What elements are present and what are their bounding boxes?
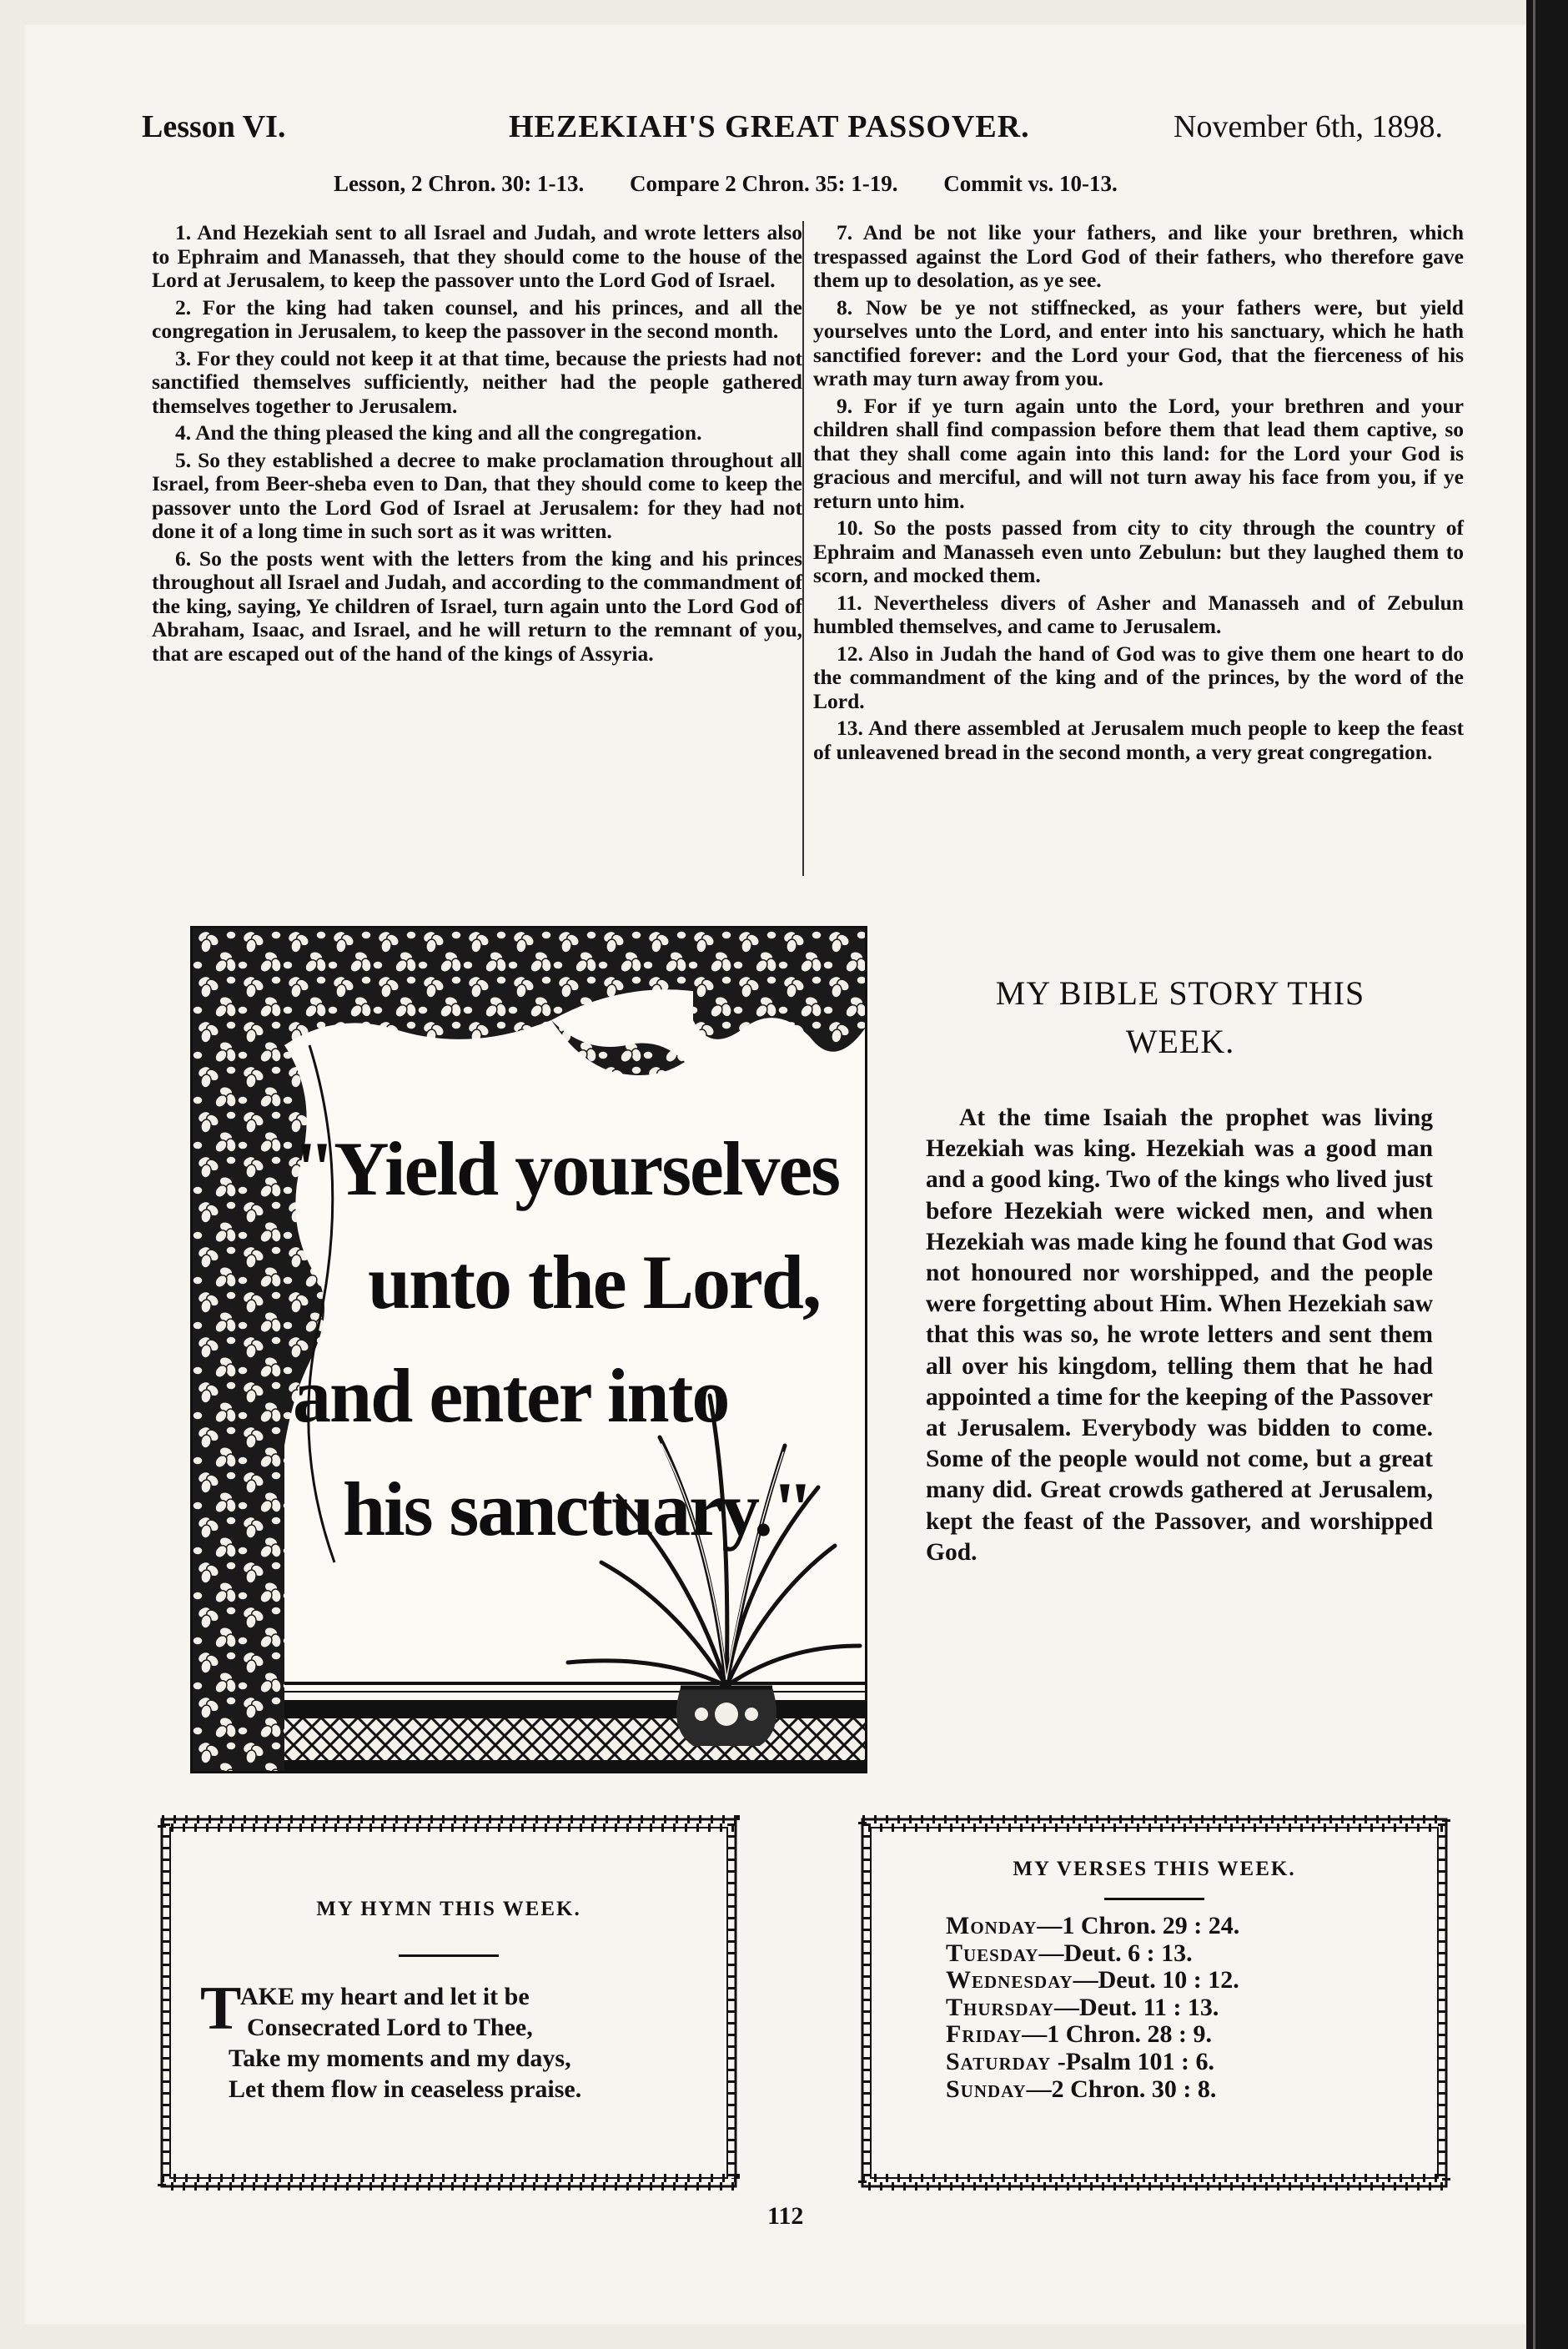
title-rule bbox=[1104, 1898, 1204, 1900]
lesson-title: HEZEKIAH'S GREAT PASSOVER. bbox=[509, 109, 1030, 144]
verse-paragraph: 5. So they established a decree to make proclamation throughout all Israel, from Beer-sheba even to Dan, that they should come to keep the passover unto the Lord God of Israel at Jerusalem: for they had not done it of a long time in such sort as it was written. bbox=[152, 447, 802, 543]
verse-item bbox=[946, 1940, 1413, 1968]
verse-day: Sunday bbox=[946, 2075, 1027, 2103]
verse-paragraph: 8. Now be ye not stiffnecked, as your fathers were, but yield yourselves unto the Lord, and enter into his sanctuary, which he hath sanctified forever: and the Lord your God, that the fierceness of his wrath may turn away from you. bbox=[813, 294, 1464, 390]
page-header bbox=[142, 108, 1443, 158]
binding-edge bbox=[1526, 0, 1568, 2349]
verse-item bbox=[946, 2076, 1413, 2104]
verse-item bbox=[946, 1967, 1413, 1994]
verse-day: Thursday bbox=[946, 1993, 1054, 2021]
verse-paragraph: 10. So the posts passed from city to city through the country of Ephraim and Manasseh even unto Zebulun: but they laughed them to scorn, and mocked them. bbox=[813, 516, 1464, 587]
verses-box bbox=[857, 1814, 1451, 2191]
motto-line: his sanctuary." bbox=[343, 1466, 812, 1552]
story-heading bbox=[917, 969, 1443, 1066]
verse-ref: —2 Chron. 30 : 8. bbox=[1026, 2075, 1217, 2103]
title-rule bbox=[399, 1954, 499, 1957]
compare-reference: Compare 2 Chron. 35: 1-19. bbox=[630, 171, 898, 196]
scripture-right-column bbox=[813, 221, 1464, 767]
hymn-verse bbox=[200, 1974, 717, 2105]
verse-item bbox=[946, 1994, 1413, 2022]
motto-text bbox=[293, 1112, 860, 1566]
verse-ref: —Deut. 6 : 13. bbox=[1038, 1939, 1193, 1967]
verse-day: Tuesday bbox=[946, 1939, 1039, 1967]
scripture-left-column bbox=[152, 221, 802, 669]
verse-paragraph: 6. So the posts went with the letters from the king and his princes throughout all Israel and Judah, and according to the commandment of the king, saying, Ye children of Israel, turn again unto the Lord God of Abraham, Isaac, and Israel, and he will return to the remnant of you, that are escaped out of the hand of the kings of Assyria. bbox=[152, 546, 802, 666]
motto-line: unto the Lord, bbox=[368, 1240, 820, 1325]
page-number: 112 bbox=[767, 2202, 804, 2230]
verse-day: Wednesday bbox=[946, 1966, 1073, 1994]
story-heading-line: WEEK. bbox=[1125, 1023, 1235, 1060]
hymn-box bbox=[157, 1814, 741, 2191]
story-heading-line: MY BIBLE STORY THIS bbox=[995, 974, 1365, 1012]
hymn-line: AKE my heart and let it be bbox=[240, 1983, 530, 2010]
verses-title: MY VERSES THIS WEEK. bbox=[1013, 1858, 1296, 1880]
verse-paragraph: 7. And be not like your fathers, and like your brethren, which trespassed against the Lord God of their fathers, who therefore gave them up to desolation, as ye see. bbox=[813, 220, 1464, 292]
verse-paragraph: 2. For the king had taken counsel, and his princes, and all the congregation in Jerusalem, to keep the passover in the second month. bbox=[152, 294, 802, 343]
hymn-line: Consecrated Lord to Thee, bbox=[247, 2014, 533, 2041]
verse-paragraph: 13. And there assembled at Jerusalem much people to keep the feast of unleavened bread in the second month, a very great congregation. bbox=[813, 716, 1464, 764]
lesson-number: Lesson VI. bbox=[142, 109, 286, 144]
hymn-line: Take my moments and my days, bbox=[229, 2045, 571, 2072]
verse-ref: —1 Chron. 28 : 9. bbox=[1022, 2020, 1213, 2049]
hymn-title: MY HYMN THIS WEEK. bbox=[316, 1898, 581, 1920]
column-divider bbox=[802, 221, 804, 876]
motto-line: and enter into bbox=[293, 1353, 729, 1438]
commit-reference: Commit vs. 10-13. bbox=[943, 171, 1118, 196]
verse-paragraph: 1. And Hezekiah sent to all Israel and Judah, and wrote letters also to Ephraim and Manasseh, that they should come to the house of the Lord at Jerusalem, to keep the passover unto the Lord God of Israel. bbox=[152, 220, 802, 292]
motto-illustration bbox=[190, 926, 867, 1773]
verse-paragraph: 4. And the thing pleased the king and all the congregation. bbox=[175, 420, 702, 445]
hymn-dropcap: T bbox=[200, 1974, 242, 2043]
story-body: At the time Isaiah the prophet was living Hezekiah was king. Hezekiah was a good man and a good king. Two of the kings who lived just before Hezekiah were wicked men, and when Hezekiah was made king he found that God was not honoured nor worshipped, and the people were forgetting about Him. When Hezekiah saw that this was so, he wrote letters and sent them all over his kingdom, telling them that he had appointed a time for the keeping of the Passover at Jerusalem. Everybody was bidden to come. Some of the people would not come, but a great many did. Great crowds gathered at Jerusalem, kept the feast of the Passover, and worshipped God. bbox=[926, 1104, 1433, 1566]
verse-ref: —Deut. 11 : 13. bbox=[1053, 1993, 1219, 2021]
hymn-line: Let them flow in ceaseless praise. bbox=[229, 2075, 582, 2103]
lesson-date: November 6th, 1898. bbox=[1173, 109, 1443, 144]
verse-paragraph: 12. Also in Judah the hand of God was to give them one heart to do the commandment of the king and of the princes, by the word of the Lord. bbox=[813, 641, 1464, 713]
verse-ref: -Psalm 101 : 6. bbox=[1051, 2047, 1215, 2075]
verse-paragraph: 3. For they could not keep it at that time, because the priests had not sanctified themselves sufficiently, neither had the people gathered themselves together to Jerusalem. bbox=[152, 345, 802, 418]
verse-day: Saturday bbox=[946, 2047, 1052, 2075]
verse-ref: —1 Chron. 29 : 24. bbox=[1037, 1912, 1240, 1939]
verse-item bbox=[946, 2049, 1413, 2076]
lesson-references bbox=[334, 171, 1334, 197]
verse-day: Friday bbox=[946, 2020, 1023, 2049]
verse-item bbox=[946, 2021, 1413, 2049]
verse-item bbox=[946, 1913, 1413, 1940]
motto-line: "Yield yourselves bbox=[293, 1126, 840, 1211]
verse-paragraph: 11. Nevertheless divers of Asher and Manasseh and of Zebulun humbled themselves, and came to Jerusalem. bbox=[813, 590, 1464, 638]
lesson-reference: Lesson, 2 Chron. 30: 1-13. bbox=[334, 171, 585, 196]
verse-list bbox=[946, 1913, 1413, 2103]
verse-paragraph: 9. For if ye turn again unto the Lord, your brethren and your children shall find compassion before them that lead them captive, so that they shall come again into this land: for the Lord your God is gracious and merciful, and will not turn away his face from you, if ye return unto him. bbox=[813, 393, 1464, 513]
verse-day: Monday bbox=[946, 1912, 1038, 1939]
verse-ref: —Deut. 10 : 12. bbox=[1073, 1966, 1239, 1994]
